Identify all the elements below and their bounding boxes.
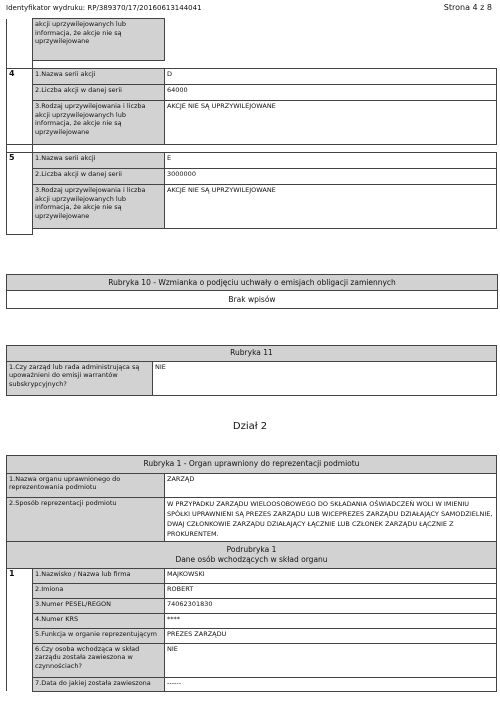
page-number: Strona 4 z 8 xyxy=(443,3,492,12)
series-4-label-2: 2.Liczba akcji w danej serii xyxy=(33,85,165,101)
table-row xyxy=(7,677,497,691)
person-value-5: PREZES ZARZĄDU xyxy=(165,628,497,643)
series-5-label-3: 3.Rodzaj uprzywilejowania i liczba akcji uprzywilejowanych lub informacja, że akcje nie są uprzywilejowane xyxy=(33,185,165,229)
series-5-value-3: AKCJE NIE SĄ UPRZYWILEJOWANE xyxy=(165,185,497,229)
series-5-value-1: E xyxy=(165,153,497,169)
person-label-5: 5.Funkcja w organie reprezentującym xyxy=(33,628,165,643)
series-5-label-2: 2.Liczba akcji w danej serii xyxy=(33,169,165,185)
series-4-value-2: 64000 xyxy=(165,85,497,101)
person-value-1: MAJKOWSKI xyxy=(165,568,497,583)
series-5-number: 5 xyxy=(7,153,33,229)
organ-name-value: ZARZĄD xyxy=(165,473,497,497)
series-4-label-3: 3.Rodzaj uprzywilejowania i liczba akcji uprzywilejowanych lub informacja, że akcje nie są uprzywilejowane xyxy=(33,101,165,145)
series-5-value-2: 3000000 xyxy=(165,169,497,185)
representation-label: 2.Sposób reprezentacji podmiotu xyxy=(7,497,165,541)
rubryka-11-table xyxy=(6,345,497,396)
person-value-6: NIE xyxy=(165,643,497,677)
table-row xyxy=(7,628,497,643)
person-value-3: 74062301830 xyxy=(165,598,497,613)
rubryka-10-section xyxy=(6,274,498,309)
podrubryka-title: Podrubryka 1 xyxy=(226,544,277,554)
table-row xyxy=(7,153,497,169)
person-number: 1 xyxy=(7,568,33,691)
person-label-6: 6.Czy osoba wchodząca w skład zarządu została zawieszona w czynnościach? xyxy=(33,643,165,677)
table-row xyxy=(7,19,497,61)
series-4-value-1: D xyxy=(165,69,497,85)
person-value-2: ROBERT xyxy=(165,583,497,598)
table-row xyxy=(7,69,497,85)
table-row xyxy=(7,613,497,628)
table-row xyxy=(7,568,497,583)
series-4-value-3: AKCJE NIE SĄ UPRZYWILEJOWANE xyxy=(165,101,497,145)
rubryka-10-body: Brak wpisów xyxy=(228,295,276,304)
person-label-4: 4.Numer KRS xyxy=(33,613,165,628)
table-row xyxy=(7,185,497,229)
rubryka-1-title: Rubryka 1 - Organ uprawniony do reprezentacji podmiotu xyxy=(7,456,497,474)
table-row xyxy=(7,583,497,598)
person-label-1: 1.Nazwisko / Nazwa lub firma xyxy=(33,568,165,583)
table-row xyxy=(7,85,497,101)
table-row xyxy=(7,361,497,395)
series-4-number: 4 xyxy=(7,69,33,145)
person-label-2: 2.Imiona xyxy=(33,583,165,598)
podrubryka-subtitle: Dane osób wchodzących w skład organu xyxy=(175,554,328,564)
table-row xyxy=(7,169,497,185)
table-row xyxy=(7,598,497,613)
table-row xyxy=(7,643,497,677)
series-5-label-1: 1.Nazwa serii akcji xyxy=(33,153,165,169)
table-row xyxy=(7,101,497,145)
continued-label: akcji uprzywilejowanych lub informacja, że akcje nie są uprzywilejowane xyxy=(33,19,165,61)
rubryka-10-title: Rubryka 10 - Wzmianka o podjęciu uchwały o emisjach obligacji zamiennych xyxy=(7,275,497,291)
rubryka-11-value: NIE xyxy=(153,361,497,395)
rubryka-11-label: 1.Czy zarząd lub rada administrująca są upoważnieni do emisji warrantów subskrypcyjnych? xyxy=(7,361,153,395)
table-row xyxy=(7,473,497,497)
rubryka-1-table xyxy=(6,455,497,692)
person-value-7: ------ xyxy=(165,677,497,691)
person-value-4: **** xyxy=(165,613,497,628)
representation-value: W PRZYPADKU ZARZĄDU WIELOOSOBOWEGO DO SKŁADANIA OŚWIADCZEŃ WOLI W IMIENIU SPÓŁKI UPRAWNIENI SĄ PREZES ZARZĄDU LUB WICEPREZES ZARZĄDU DZIAŁAJĄCY SAMODZIELNIE, DWAJ CZŁONKOWIE ZARZĄDU DZIAŁAJĄCY ŁĄCZNIE LUB CZŁONEK ZARZĄDU ŁĄCZNIE Z PROKURENTEM. xyxy=(165,497,497,541)
organ-name-label: 1.Nazwa organu uprawnionego do reprezentowania podmiotu xyxy=(7,473,165,497)
series-4-label-1: 1.Nazwa serii akcji xyxy=(33,69,165,85)
person-label-7: 7.Data do jakiej została zawieszona xyxy=(33,677,165,691)
podrubryka-header xyxy=(7,541,497,568)
rubryka-11-title: Rubryka 11 xyxy=(7,346,497,362)
section-heading: Dział 2 xyxy=(232,421,268,432)
print-identifier: Identyfikator wydruku: RP/389370/17/20160613144041 xyxy=(6,4,202,12)
share-series-table xyxy=(6,18,497,235)
table-row xyxy=(7,497,497,541)
person-label-3: 3.Numer PESEL/REGON xyxy=(33,598,165,613)
